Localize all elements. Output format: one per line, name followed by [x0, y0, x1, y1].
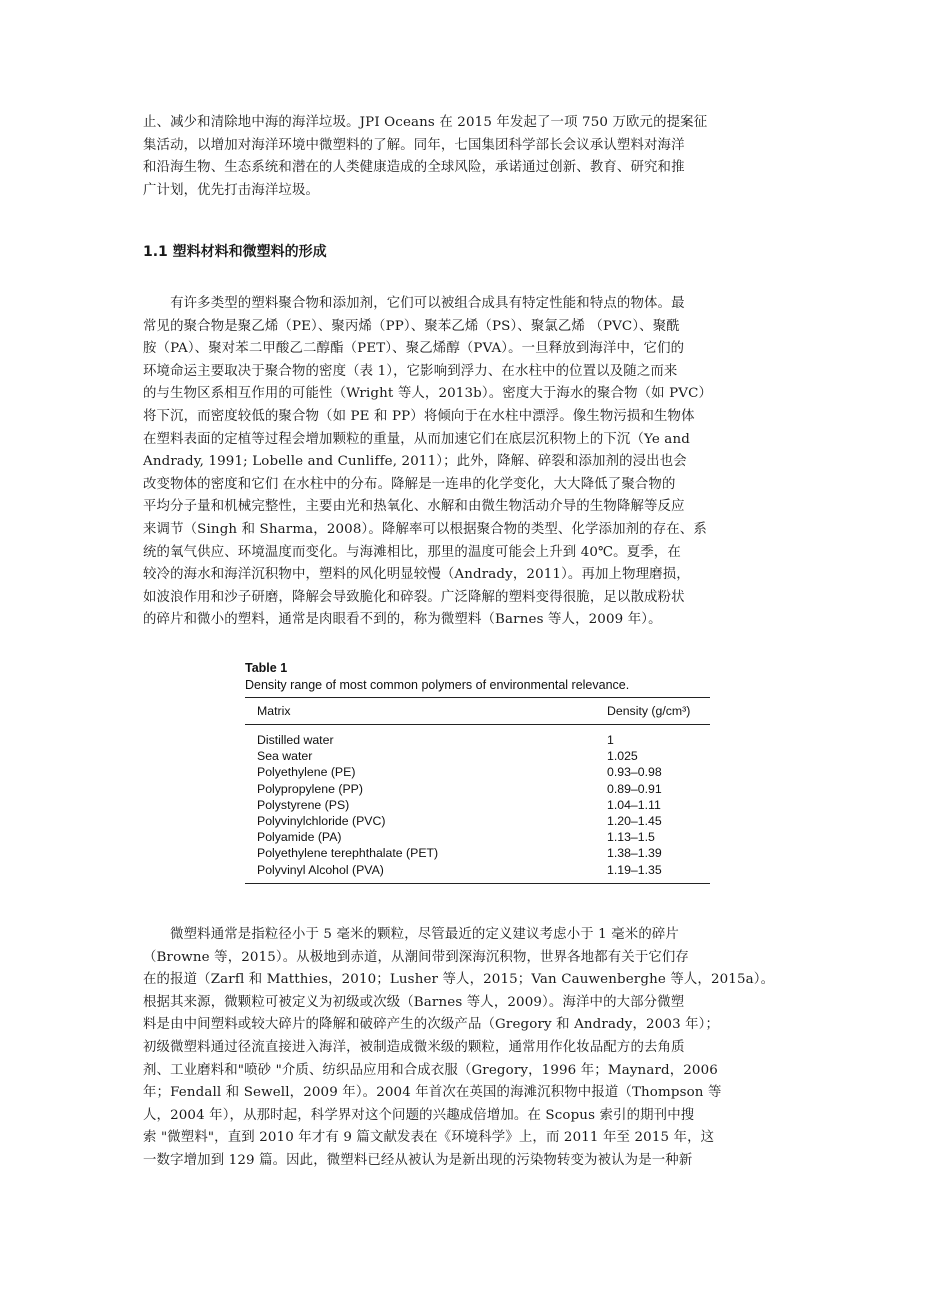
- density-cell: 1.025: [607, 749, 638, 764]
- text-line: 的碎片和微小的塑料，通常是肉眼看不到的，称为微塑料（Barnes 等人，2009 年）。: [143, 612, 662, 628]
- text-line: 的与生物区系相互作用的可能性（Wright 等人，2013b）。密度大于海水的聚合物（如 PVC）: [143, 386, 713, 402]
- text-line: 年；Fendall 和 Sewell，2009 年）。2004 年首次在英国的海滩沉积物中报道（Thompson 等: [143, 1085, 722, 1101]
- body-paragraph-2: [143, 924, 788, 1173]
- table-row: [245, 725, 710, 749]
- matrix-cell: Polyvinyl Alcohol (PVA): [245, 862, 595, 884]
- text-line: 止、减少和清除地中海的海洋垃圾。JPI Oceans 在 2015 年发起了一项 750 万欧元的提案征: [143, 115, 708, 130]
- table-row: [245, 748, 710, 764]
- text-line: 将下沉，而密度较低的聚合物（如 PE 和 PP）将倾向于在水柱中漂浮。像生物污损和生物体: [143, 408, 695, 424]
- text-line: 和沿海生物、生态系统和潜在的人类健康造成的全球风险，承诺通过创新、教育、研究和推: [143, 160, 685, 176]
- text-line: 料是由中间塑料或较大碎片的降解和破碎产生的次级产品（Gregory 和 Andrady，2003 年）；: [143, 1017, 720, 1033]
- text-line: 来调节（Singh 和 Sharma，2008）。降解率可以根据聚合物的类型、化学添加剂的存在、系: [143, 521, 707, 537]
- text-line: （Browne 等，2015）。从极地到赤道，从潮间带到深海沉积物，世界各地都有关于它们存: [143, 949, 689, 965]
- table-row: [245, 813, 710, 829]
- matrix-cell: Polyamide (PA): [257, 830, 342, 845]
- text-line: 环境命运主要取决于聚合物的密度（表 1），它影响到浮力、在水柱中的位置以及随之而来: [143, 363, 678, 379]
- table-title: Table 1: [245, 661, 288, 675]
- body-paragraph-1: [143, 293, 788, 632]
- density-cell: 1.20–1.45: [607, 814, 662, 829]
- density-cell: 0.89–0.91: [607, 781, 662, 796]
- matrix-cell: Polyethylene terephthalate (PET): [257, 846, 439, 861]
- table-row: [245, 829, 710, 845]
- text-line: 胺（PA）、聚对苯二甲酸乙二醇酯（PET）、聚乙烯醇（PVA）。一旦释放到海洋中，它们的: [143, 341, 685, 357]
- text-line: 广计划，优先打击海洋垃圾。: [143, 182, 320, 198]
- text-line: 平均分子量和机械完整性，主要由光和热氧化、水解和由微生物活动介导的生物降解等反应: [143, 499, 685, 515]
- text-line: 根据其来源，微颗粒可被定义为初级或次级（Barnes 等人，2009）。海洋中的大部分微塑: [143, 994, 685, 1010]
- matrix-cell: Distilled water: [257, 733, 334, 747]
- table-row: [245, 797, 710, 813]
- text-line: 剂、工业磨料和"喷砂 "介质、纺织品应用和合成衣服（Gregory，1996 年；Maynard，2006: [143, 1062, 718, 1078]
- density-cell: 1.04–1.11: [607, 797, 661, 812]
- text-line: 一数字增加到 129 篇。因此，微塑料已经从被认为是新出现的污染物转变为被认为是一种新: [143, 1152, 693, 1168]
- text-line: 人，2004 年），从那时起，科学界对这个问题的兴趣成倍增加。在 Scopus 索引的期刊中搜: [143, 1107, 695, 1123]
- table-row: [245, 764, 710, 780]
- text-line: 改变物体的密度和它们 在水柱中的分布。降解是一连串的化学变化，大大降低了聚合物的: [143, 476, 676, 492]
- table-header-row: [245, 698, 710, 725]
- density-cell: 1: [607, 733, 614, 747]
- density-table-block: [245, 660, 710, 884]
- header-matrix: Matrix: [245, 698, 595, 725]
- matrix-cell: Polyethylene (PE): [257, 765, 356, 780]
- text-line: 如波浪作用和沙子研磨，降解会导致脆化和碎裂。广泛降解的塑料变得很脆，足以散成粉状: [143, 589, 685, 605]
- density-cell: 1.19–1.35: [595, 862, 710, 884]
- matrix-cell: Polypropylene (PP): [257, 781, 363, 796]
- text-line: Andrady, 1991; Lobelle and Cunliffe, 2011）；此外，降解、碎裂和添加剂的浸出也会: [143, 454, 687, 470]
- density-cell: 1.13–1.5: [607, 830, 655, 845]
- text-line: 索 "微塑料"，直到 2010 年才有 9 篇文献发表在《环境科学》上，而 2011 年至 2015 年，这: [143, 1130, 715, 1146]
- text-line: 初级微塑料通过径流直接进入海洋，被制造成微米级的颗粒，通常用作化妆品配方的去角质: [143, 1039, 685, 1055]
- header-density: Density (g/cm³): [595, 698, 710, 725]
- matrix-cell: Polyvinylchloride (PVC): [257, 814, 386, 829]
- density-table: [245, 697, 710, 884]
- text-line: 集活动，以增加对海洋环境中微塑料的了解。同年，七国集团科学部长会议承认塑料对海洋: [143, 137, 685, 153]
- text-line: 统的氧气供应、环境温度而变化。与海滩相比，那里的温度可能会上升到 40℃。夏季，在: [143, 544, 681, 560]
- density-cell: 1.38–1.39: [607, 846, 662, 861]
- text-line: 较冷的海水和海洋沉积物中，塑料的风化明显较慢（Andrady，2011）。再加上物理磨损，: [143, 567, 690, 583]
- table-row: [245, 862, 710, 884]
- text-line: 在的报道（Zarfl 和 Matthies，2010；Lusher 等人，2015；Van Cauwenberghe 等人，2015a）。: [143, 972, 775, 988]
- text-line: 有许多类型的塑料聚合物和添加剂，它们可以被组合成具有特定性能和特点的物体。最: [143, 296, 685, 311]
- text-line: 常见的聚合物是聚乙烯（PE）、聚丙烯（PP）、聚苯乙烯（PS）、聚氯乙烯 （PVC）、聚酰: [143, 318, 680, 334]
- matrix-cell: Polystyrene (PS): [257, 797, 350, 812]
- density-cell: 0.93–0.98: [607, 765, 662, 780]
- matrix-cell: Sea water: [257, 749, 313, 764]
- table-row: [245, 845, 710, 861]
- section-heading: 1.1 塑料材料和微塑料的形成: [143, 244, 327, 260]
- text-line: 微塑料通常是指粒径小于 5 毫米的颗粒，尽管最近的定义建议考虑小于 1 毫米的碎片: [143, 927, 679, 942]
- text-line: 在塑料表面的定植等过程会增加颗粒的重量，从而加速它们在底层沉积物上的下沉（Ye and: [143, 431, 690, 447]
- table-caption: Density range of most common polymers of environmental relevance.: [245, 678, 630, 692]
- intro-paragraph: [143, 112, 788, 202]
- table-row: [245, 781, 710, 797]
